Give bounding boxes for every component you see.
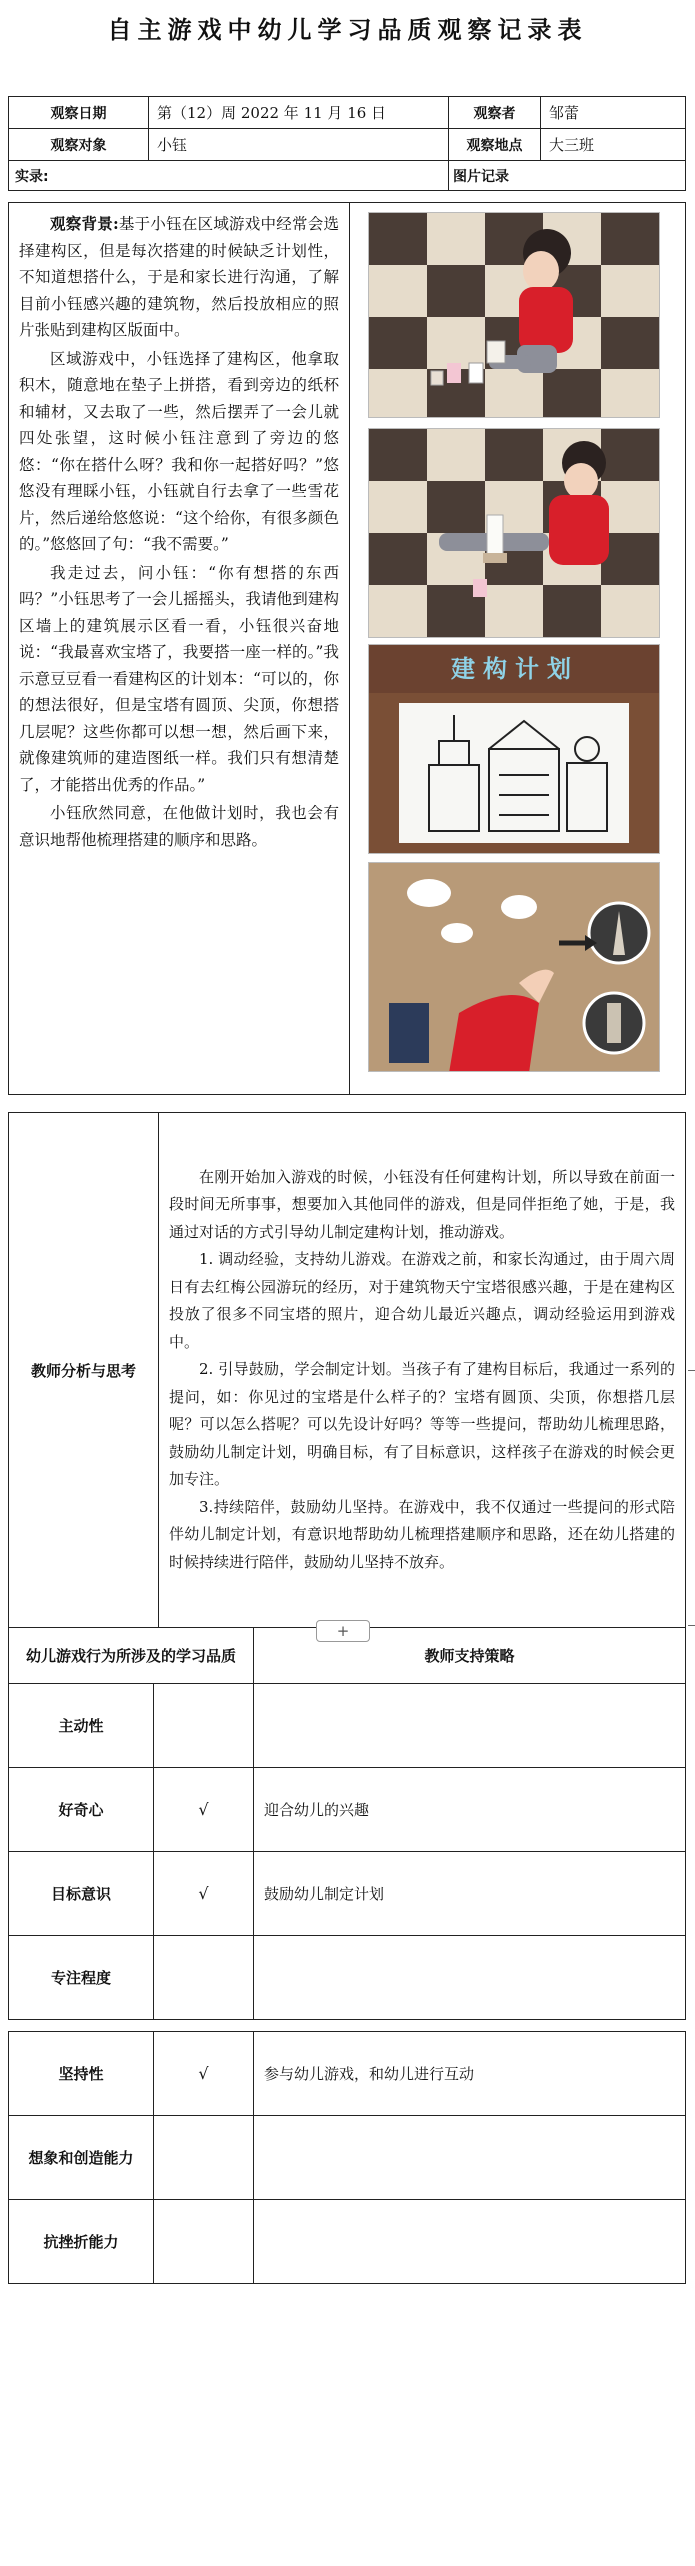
quality-cell: 目标意识 xyxy=(9,1852,154,1936)
table-row xyxy=(9,1684,686,1768)
record-paragraph: 区域游戏中，小钰选择了建构区，他拿取积木，随意地在垫子上拼搭，看到旁边的纸杯和辅材，又去取了一些，然后摆弄了一会儿就四处张望，这时候小钰注意到了旁边的悠悠：“你在搭什么呀？我和你一起搭好吗？”悠悠没有理睬小钰，小钰就自行去拿了一些雪花片，然后递给悠悠说：“这个给你，有很多颜色的。”悠悠回了句：“我不需要。” xyxy=(19,349,339,553)
add-row-button[interactable]: + xyxy=(316,1620,370,1642)
observation-record xyxy=(9,203,349,861)
photo-cup-tower xyxy=(368,428,660,638)
table-row xyxy=(9,1852,686,1936)
quality-cell: 想象和创造能力 xyxy=(9,2116,154,2200)
table-row xyxy=(9,1936,686,2020)
strategy-cell xyxy=(254,2116,686,2200)
quality-cell: 坚持性 xyxy=(9,2032,154,2116)
info-table xyxy=(8,96,686,191)
check-cell: √ xyxy=(154,1852,254,1936)
record-label: 实录: xyxy=(9,161,449,191)
quality-cell: 抗挫折能力 xyxy=(9,2200,154,2284)
table-gap xyxy=(9,2020,686,2032)
location-value: 大三班 xyxy=(541,129,686,161)
table-row xyxy=(9,2116,686,2200)
check-cell xyxy=(154,2200,254,2284)
header-quality: 幼儿游戏行为所涉及的学习品质 xyxy=(9,1628,254,1684)
analysis-label: 教师分析与思考 xyxy=(9,1113,159,1628)
strategy-cell: 迎合幼儿的兴趣 xyxy=(254,1768,686,1852)
quality-cell: 好奇心 xyxy=(9,1768,154,1852)
document-title: 自主游戏中幼儿学习品质观察记录表 xyxy=(107,16,588,44)
quality-cell: 主动性 xyxy=(9,1684,154,1768)
quality-cell: 专注程度 xyxy=(9,1936,154,2020)
strategy-table xyxy=(8,1627,686,2284)
photo-construction-plan xyxy=(368,644,660,854)
analysis-table xyxy=(8,1112,686,1628)
analysis-paragraph: 2. 引导鼓励，学会制定计划。当孩子有了建构目标后，我通过一系列的提问，如：你见过的宝塔是什么样子的？宝塔有圆顶、尖顶，你想搭几层呢？可以怎么搭呢？可以先设计好吗？等等一些提问，帮助幼儿梳理思路，鼓励幼儿制定计划，明确目标，有了目标意识，这样孩子在游戏的时候会更加专注。 xyxy=(169,1360,675,1489)
observer-label: 观察者 xyxy=(449,97,541,129)
check-cell: √ xyxy=(154,2032,254,2116)
analysis-paragraph: 在刚开始加入游戏的时候，小钰没有任何建构计划，所以导致在前面一段时间无所事事，想要加入其他同伴的游戏，但是同伴拒绝了她，于是，我通过对话的方式引导幼儿制定建构计划，推动游戏。 xyxy=(169,1167,675,1241)
analysis-paragraph: 3.持续陪伴，鼓励幼儿坚持。在游戏中，我不仅通过一些提问的形式陪伴幼儿制定计划，有意识地帮助幼儿梳理搭建顺序和思路，还在幼儿搭建的时候持续进行陪伴，鼓励幼儿坚持不放弃。 xyxy=(169,1497,675,1571)
photo-child-building xyxy=(368,212,660,418)
date-label: 观察日期 xyxy=(9,97,149,129)
subject-value: 小钰 xyxy=(149,129,449,161)
header-strategy: 教师支持策略 xyxy=(254,1628,686,1684)
subject-label: 观察对象 xyxy=(9,129,149,161)
edge-tick xyxy=(688,1625,695,1635)
date-value: 第（12）周 2022 年 11 月 16 日 xyxy=(149,97,449,129)
check-cell xyxy=(154,2116,254,2200)
background-title: 观察背景: xyxy=(50,214,119,233)
location-label: 观察地点 xyxy=(449,129,541,161)
edge-tick xyxy=(688,1370,695,1380)
observer-value: 邹蕾 xyxy=(541,97,686,129)
photo-label: 图片记录 xyxy=(449,161,686,191)
record-paragraph: 小钰欣然同意，在他做计划时，我也会有意识地帮他梳理搭建的顺序和思路。 xyxy=(19,804,339,849)
record-paragraph: 我走过去，问小钰：“你有想搭的东西吗？”小钰思考了一会儿摇摇头，我请他到建构区墙上的建筑展示区看一看，小钰很兴奋地说：“我最喜欢宝塔了，我要搭一座一样的。”我示意豆豆看一看建构区的计划本：“可以的，你的想法很好，但是宝塔有圆顶、尖顶，你想搭几层呢？这些你都可以想一想，然后画下来，就像建筑师的建造图纸一样。我们只有想清楚了，才能搭出优秀的作品。” xyxy=(19,563,339,794)
analysis-paragraph: 1. 调动经验，支持幼儿游戏。在游戏之前，和家长沟通过，由于周六周日有去红梅公园游玩的经历，对于建筑物天宁宝塔很感兴趣，于是在建构区投放了很多不同宝塔的照片，迎合幼儿最近兴趣点，调动经验运用到游戏中。 xyxy=(169,1250,675,1351)
photo-pagoda-wall xyxy=(368,862,660,1072)
strategy-cell: 鼓励幼儿制定计划 xyxy=(254,1852,686,1936)
check-cell: √ xyxy=(154,1768,254,1852)
table-row xyxy=(9,2200,686,2284)
strategy-cell xyxy=(254,1684,686,1768)
table-row xyxy=(9,2032,686,2116)
record-paragraph: 基于小钰在区域游戏中经常会选择建构区，但是每次搭建的时候缺乏计划性，不知道想搭什么，于是和家长进行沟通，了解目前小钰感兴趣的建筑物，然后投放相应的照片张贴到建构区版面中。 xyxy=(19,215,339,339)
check-cell xyxy=(154,1684,254,1768)
strategy-cell: 参与幼儿游戏，和幼儿进行互动 xyxy=(254,2032,686,2116)
strategy-cell xyxy=(254,2200,686,2284)
strategy-cell xyxy=(254,1936,686,2020)
plan-caption: 建构计划 xyxy=(451,655,579,683)
check-cell xyxy=(154,1936,254,2020)
analysis-content xyxy=(159,1156,685,1585)
table-row xyxy=(9,1768,686,1852)
